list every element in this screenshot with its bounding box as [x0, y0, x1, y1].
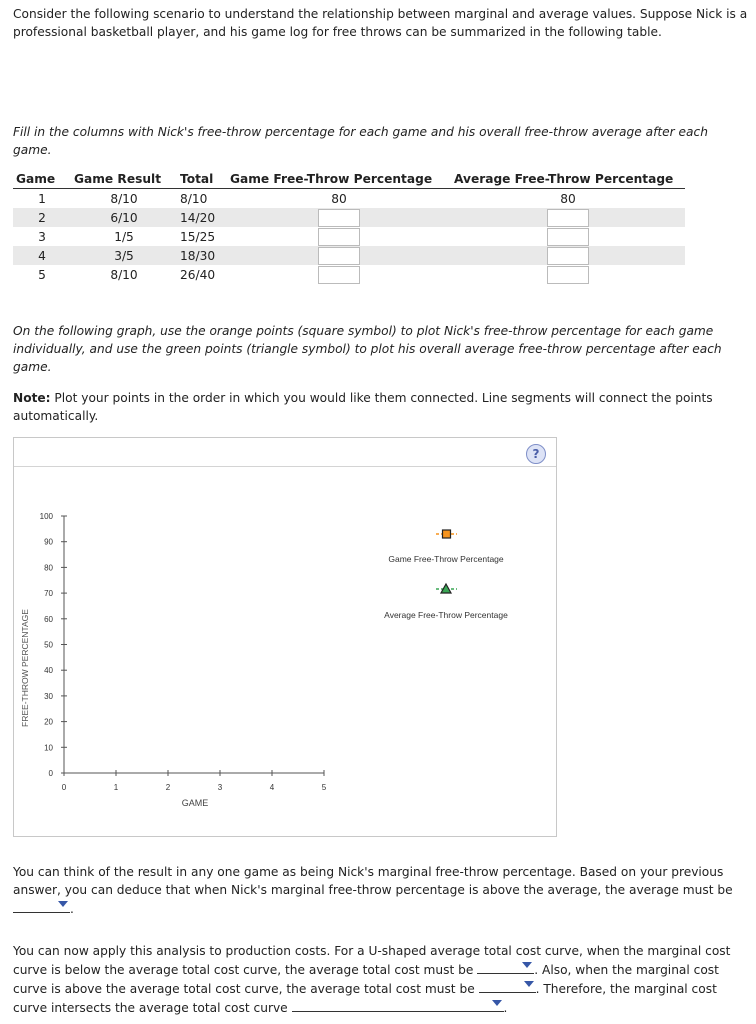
table-header-row — [13, 170, 685, 189]
q2-dropdown-intersect[interactable] — [292, 998, 504, 1012]
note — [13, 389, 748, 425]
q2-text-b: . Also, when the marginal cost curve is above the average total cost curve, the average total cost must be — [13, 963, 719, 996]
y-tick-label: 10 — [44, 743, 53, 753]
q2-dropdown-below[interactable] — [477, 960, 534, 974]
plot-area[interactable] — [14, 468, 554, 828]
y-tick-label: 100 — [39, 512, 53, 521]
avg-pct-input[interactable] — [547, 266, 589, 284]
x-axis-label: GAME — [181, 798, 209, 808]
header-game-result: Game Result — [71, 170, 177, 189]
game-log-table — [13, 170, 685, 284]
y-tick-label: 40 — [44, 666, 53, 676]
cell-total: 18/30 — [177, 246, 227, 265]
avg-pct-input[interactable] — [547, 247, 589, 265]
orange-square-icon[interactable] — [443, 530, 451, 538]
x-tick-label: 4 — [269, 783, 275, 792]
x-axis — [62, 770, 327, 792]
x-tick-label: 3 — [217, 783, 223, 792]
question-2 — [13, 942, 748, 1017]
game-pct-input[interactable] — [318, 228, 360, 246]
header-avg-pct: Average Free-Throw Percentage — [451, 170, 685, 189]
q2-dropdown-above[interactable] — [479, 979, 536, 993]
cell-total: 15/25 — [180, 229, 216, 244]
cell-result: 8/10 — [110, 267, 138, 282]
y-tick-label: 20 — [44, 717, 53, 727]
y-tick-label: 80 — [44, 563, 53, 573]
cell-total: 8/10 — [180, 191, 208, 206]
y-axis — [40, 512, 67, 778]
y-tick-label: 0 — [48, 769, 53, 778]
q1-end: . — [70, 902, 74, 916]
cell-result: 3/5 — [71, 246, 177, 265]
y-tick-label: 50 — [44, 640, 53, 650]
legend-avg-pct[interactable] — [384, 584, 508, 620]
avg-pct-input[interactable] — [547, 209, 589, 227]
graph-toolbar — [14, 438, 556, 467]
game-pct-input[interactable] — [318, 209, 360, 227]
y-tick-label: 60 — [44, 614, 53, 624]
x-tick-label: 1 — [113, 783, 119, 792]
header-game-pct: Game Free-Throw Percentage — [227, 170, 451, 189]
game-pct-input[interactable] — [318, 266, 360, 284]
graph-panel — [13, 437, 557, 837]
question-1 — [13, 863, 748, 918]
table-instruction: Fill in the columns with Nick's free-throw percentage for each game and his overall free-throw average after each game. — [13, 125, 708, 157]
x-tick-label: 2 — [165, 783, 171, 792]
cell-result: 6/10 — [71, 208, 177, 227]
legend-avg-label: Average Free-Throw Percentage — [384, 610, 508, 620]
x-tick-label: 0 — [61, 783, 67, 792]
note-label: Note: — [13, 391, 51, 405]
cell-game: 3 — [38, 229, 46, 244]
game-pct-input[interactable] — [318, 247, 360, 265]
header-total: Total — [177, 170, 227, 189]
cell-game: 4 — [13, 246, 71, 265]
table-row — [13, 208, 685, 227]
y-axis-label: FREE-THROW PERCENTAGE — [20, 609, 30, 727]
q2-text-a: You can now apply this analysis to production costs. For a U-shaped average total cost curve, when the marginal cost curve is below the average total cost curve, the average total cost must be — [13, 944, 731, 977]
y-tick-label: 30 — [44, 691, 53, 701]
y-tick-label: 70 — [44, 589, 53, 599]
table-row — [13, 265, 685, 284]
table-row — [13, 246, 685, 265]
cell-result: 1/5 — [114, 229, 134, 244]
chevron-down-icon — [58, 901, 68, 907]
q1-text: You can think of the result in any one game as being Nick's marginal free-throw percentage. Based on your previous answer, you can deduce that when Nick's marginal free-throw percentage is above the average, the average must be — [13, 865, 733, 897]
header-game: Game — [13, 170, 71, 189]
chevron-down-icon — [524, 981, 534, 987]
legend-game-label: Game Free-Throw Percentage — [388, 554, 504, 564]
table-row — [13, 189, 685, 209]
cell-total: 14/20 — [177, 208, 227, 227]
graph-instruction: On the following graph, use the orange points (square symbol) to plot Nick's free-throw percentage for each game individually, and use the green points (triangle symbol) to plot his overall average free-throw percentage after each game. — [13, 324, 722, 374]
cell-total: 26/40 — [180, 267, 216, 282]
cell-game: 2 — [13, 208, 71, 227]
legend-game-pct[interactable] — [388, 530, 504, 564]
x-tick-label: 5 — [321, 783, 327, 792]
q2-text-d: . — [503, 1001, 508, 1015]
table-row — [13, 227, 685, 246]
help-icon[interactable]: ? — [526, 444, 546, 464]
cell-avg-pct: 80 — [560, 191, 576, 206]
q2-text-c: . Therefore, the marginal cost curve intersects the average total cost curve — [13, 982, 717, 1015]
y-tick-label: 90 — [44, 537, 53, 547]
cell-game: 5 — [38, 267, 46, 282]
q1-dropdown[interactable] — [13, 899, 70, 913]
avg-pct-input[interactable] — [547, 228, 589, 246]
cell-game: 1 — [38, 191, 46, 206]
chevron-down-icon — [492, 1000, 502, 1006]
intro-text: Consider the following scenario to understand the relationship between marginal and average values. Suppose Nick is a professional basketball player, and his game log for free throws can be summarized in the following table. — [13, 7, 748, 39]
chevron-down-icon — [522, 962, 532, 968]
cell-result: 8/10 — [110, 191, 138, 206]
cell-game-pct: 80 — [331, 191, 347, 206]
note-text: Plot your points in the order in which you would like them connected. Line segments will connect the points automatically. — [13, 391, 713, 423]
